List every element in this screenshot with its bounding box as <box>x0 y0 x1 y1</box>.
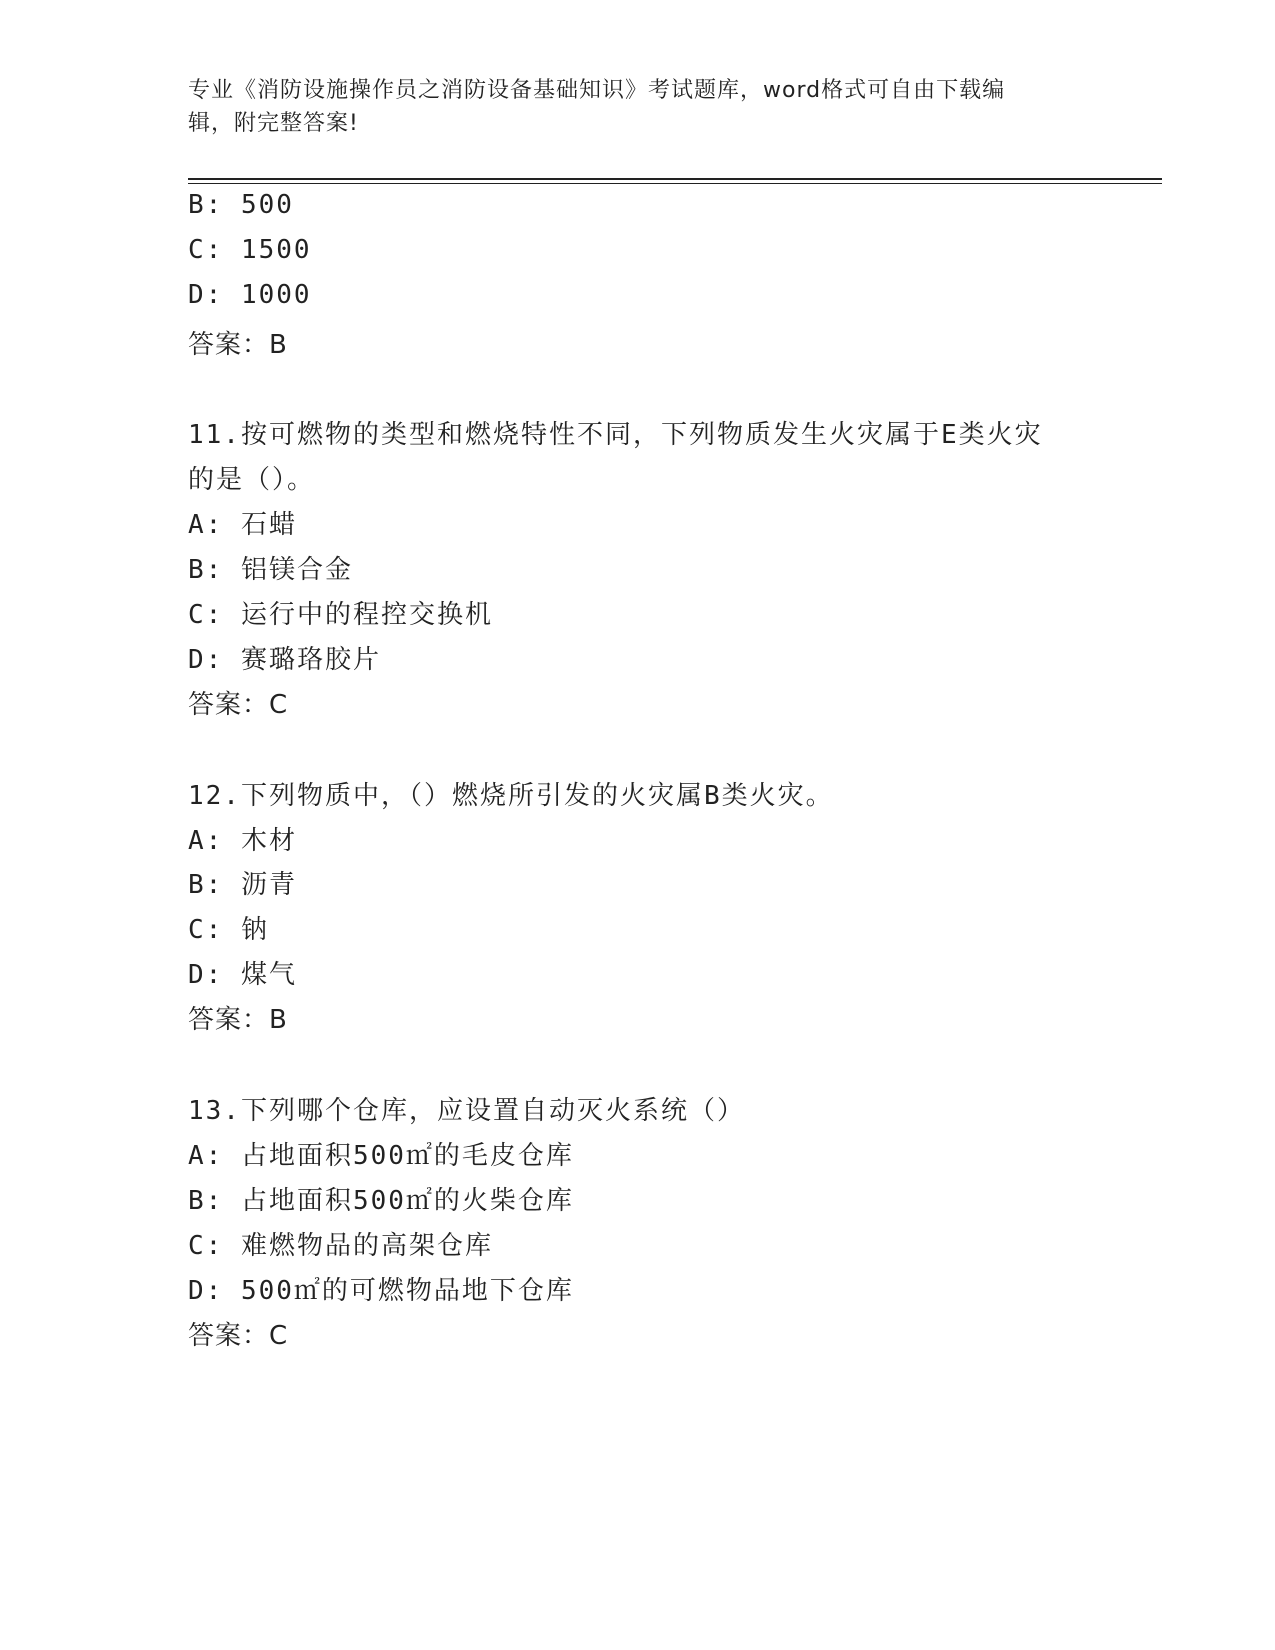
header-line-2: 辑，附完整答案! <box>188 111 359 136</box>
question-11-stem: 11.按可燃物的类型和燃烧特性不同，下列物质发生火灾属于E类火灾 <box>188 420 1043 450</box>
document-header <box>188 74 1068 140</box>
option-b: B: 500 <box>188 190 294 220</box>
question-12-stem: 12.下列物质中，（）燃烧所引发的火灾属B类火灾。 <box>188 781 834 811</box>
q11-option-a: A: 石蜡 <box>188 510 297 540</box>
option-d: D: 1000 <box>188 280 312 310</box>
question-13-stem: 13.下列哪个仓库，应设置自动灭火系统（） <box>188 1096 745 1126</box>
answer-line: 答案：B <box>188 330 288 360</box>
q11-option-d: D: 赛璐珞胶片 <box>188 645 381 675</box>
q11-answer: 答案：C <box>188 690 289 720</box>
question-11-stem-cont: 的是（）。 <box>188 465 316 495</box>
q12-option-a: A: 木材 <box>188 826 297 856</box>
header-line-1: 专业《消防设施操作员之消防设备基础知识》考试题库，word格式可自由下载编 <box>188 78 1006 103</box>
q11-option-b: B: 铝镁合金 <box>188 555 353 585</box>
q11-option-c: C: 运行中的程控交换机 <box>188 600 493 630</box>
q13-answer: 答案：C <box>188 1321 289 1351</box>
q12-option-d: D: 煤气 <box>188 960 297 990</box>
q13-option-c: C: 难燃物品的高架仓库 <box>188 1231 493 1261</box>
header-rule-thin <box>188 183 1162 184</box>
q13-option-d: D: 500㎡的可燃物品地下仓库 <box>188 1276 574 1306</box>
q12-option-c: C: 钠 <box>188 915 269 945</box>
option-c: C: 1500 <box>188 235 312 265</box>
q13-option-b: B: 占地面积500㎡的火柴仓库 <box>188 1186 574 1216</box>
q12-answer: 答案：B <box>188 1005 288 1035</box>
q13-option-a: A: 占地面积500㎡的毛皮仓库 <box>188 1141 574 1171</box>
header-rule-thick <box>188 178 1162 180</box>
q12-option-b: B: 沥青 <box>188 870 297 900</box>
